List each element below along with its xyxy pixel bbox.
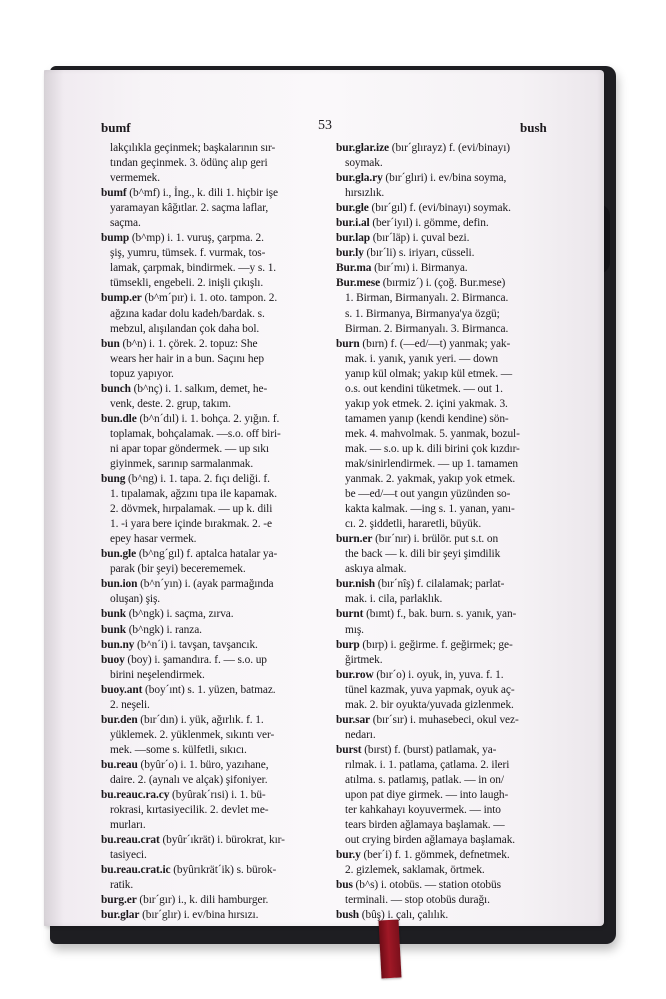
dictionary-line: Birman. 2. Birmanyalı. 3. Birmanca. (345, 322, 509, 335)
headword: burg.er (101, 894, 137, 907)
headword: bu.reau.crat (101, 834, 160, 847)
dictionary-line: bumf (b^mf) i., İng., k. dili 1. hiçbir işe (101, 187, 278, 200)
dictionary-line: cı. 2. şiddetli, hararetli, büyük. (345, 518, 482, 531)
dictionary-line: lakçılıkla geçinmek; başkalarının sır- (110, 142, 276, 154)
dictionary-line: rokrasi, kırtasiyecilik. 2. devlet me- (110, 804, 269, 817)
dictionary-line: oluşan) şiş. (110, 593, 161, 606)
dictionary-line: tears birden ağlamaya başlamak. — (345, 819, 505, 832)
dictionary-line: bur.glar (bır´glır) i. ev/bina hırsızı. (101, 909, 259, 922)
dictionary-line: rılmak. i. 1. patlama, çatlama. 2. ileri (345, 758, 510, 771)
headword: bump.er (101, 292, 142, 305)
headword: bur.gla.ry (336, 172, 383, 185)
dictionary-line: buoy.ant (boy´ınt) s. 1. yüzen, batmaz. (101, 683, 276, 696)
right-column (336, 141, 554, 923)
headword: bun (101, 337, 120, 350)
dictionary-line: 2. neşeli. (110, 698, 150, 711)
headword: burnt (336, 608, 364, 621)
dictionary-line: bump (b^mp) i. 1. vuruş, çarpma. 2. (101, 232, 264, 245)
dictionary-line: Bur.mese (bırmiz´) i. (çoğ. Bur.mese) (336, 277, 506, 290)
page-number: 53 (318, 118, 332, 133)
dictionary-line: out crying birden ağlamaya başlamak. (345, 834, 516, 847)
dictionary-line: bun (b^n) i. 1. çörek. 2. topuz: She (101, 337, 258, 350)
dictionary-line: burn (bırn) f. (—ed/—t) yanmak; yak- (336, 337, 511, 350)
headword: bunch (101, 382, 131, 395)
headword: bun.ny (101, 638, 135, 651)
dictionary-line: yanmak. 2. yakmak, yakıp yok etmek. (345, 473, 516, 486)
dictionary-line: buoy (boy) i. şamandıra. f. — s.o. up (101, 653, 267, 666)
dictionary-line: bu.reau.crat (byûr´ıkrät) i. bürokrat, kır- (101, 834, 285, 847)
dictionary-line: mak. i. cila, parlaklık. (345, 593, 443, 606)
headword: bun.dle (101, 412, 137, 425)
dictionary-line: be —ed/—t out yangın yüzünden so- (345, 488, 511, 501)
headword: bur.nish (336, 578, 375, 591)
dictionary-line: birini neşelendirmek. (110, 668, 205, 681)
headword: bun.gle (101, 548, 137, 561)
dictionary-line: bunch (b^nç) i. 1. salkım, demet, he- (101, 382, 268, 395)
headword: Bur.ma (336, 262, 372, 275)
headword: bur.sar (336, 713, 371, 726)
headword: bu.reau (101, 758, 138, 771)
headword: bur.den (101, 713, 138, 726)
dictionary-line: tından geçinmek. 3. ödünç alıp geri (110, 157, 268, 170)
dictionary-line: soymak. (345, 157, 383, 170)
dictionary-line: 2. gizlemek, saklamak, örtmek. (345, 864, 485, 877)
dictionary-line: mak. 2. bir oyukta/yuvada gizlenmek. (345, 698, 514, 711)
dictionary-line: mak. i. yanık, yanık yeri. — down (345, 352, 498, 365)
dictionary-line: o.s. out kendini tüketmek. — out 1. (345, 382, 503, 395)
dictionary-line: bunk (b^ngk) i. ranza. (101, 623, 202, 636)
headword: bu.reauc.ra.cy (101, 789, 170, 802)
dictionary-line: yakıp yok etmek. 2. içini yakmak. 3. (345, 397, 508, 410)
dictionary-line: bu.reau (byûr´o) i. 1. büro, yazıhane, (101, 758, 269, 771)
dictionary-line: mak. — s.o. up k. dili birini çok kızdır- (345, 442, 520, 455)
dictionary-line: 1. tıpalamak, ağzını tıpa ile kapamak. (110, 488, 277, 501)
headword: bur.gle (336, 202, 369, 215)
dictionary-line: tümsekli, engebeli. 2. inişli çıkışlı. (110, 277, 264, 290)
dictionary-line: the back — k. dili bir şeyi şimdilik (345, 548, 501, 561)
dictionary-line: mek. 4. mahvolmak. 5. yanmak, bozul- (345, 427, 520, 440)
dictionary-line: bur.y (ber´i) f. 1. gömmek, defnetmek. (336, 849, 510, 862)
dictionary-line: terminali. — stop otobüs durağı. (345, 894, 490, 907)
dictionary-line: toplamak, bohçalamak. —s.o. off biri- (110, 427, 281, 440)
dictionary-line: wears her hair in a bun. Saçını hep (110, 352, 265, 365)
headword: bur.row (336, 668, 374, 681)
headword: burn (336, 337, 360, 350)
dictionary-line: yüklemek. 2. yüklenmek, sıkıntı ver- (110, 728, 275, 741)
headword: bur.i.al (336, 217, 370, 230)
dictionary-line: bur.lap (bır´läp) i. çuval bezi. (336, 232, 470, 245)
dictionary-line: Bur.ma (bır´mı) i. Birmanya. (336, 262, 468, 275)
dictionary-line: yaramayan kâğıtlar. 2. saçma laflar, (110, 202, 269, 215)
headword: burst (336, 743, 362, 756)
dictionary-line: şiş, yumru, tümsek. f. vurmak, tos- (110, 247, 266, 260)
dictionary-line: lamak, çarpmak, bindirmek. —y s. 1. (110, 262, 277, 275)
dictionary-line: 1. -i yara bere içinde bırakmak. 2. -e (110, 518, 272, 531)
left-column (101, 141, 317, 923)
dictionary-line: 1. Birman, Birmanyalı. 2. Birmanca. (345, 292, 509, 305)
dictionary-line: tasiyeci. (110, 849, 147, 862)
dictionary-line: daire. 2. (aynalı ve alçak) şifoniyer. (110, 773, 268, 786)
bookmark-ribbon (378, 920, 401, 979)
dictionary-line: bus (b^s) i. otobüs. — station otobüs (336, 879, 501, 892)
dictionary-line: bun.gle (b^ng´gıl) f. aptalca hatalar ya- (101, 548, 278, 561)
headword: buoy.ant (101, 683, 143, 696)
dictionary-line: bu.reau.crat.ic (byûrıkrät´ik) s. bürok- (101, 864, 277, 877)
dictionary-line: bu.reauc.ra.cy (byûrak´rısi) i. 1. bü- (101, 789, 266, 802)
dictionary-line: parak (bir şeyi) becerememek. (110, 563, 246, 576)
headword: bush (336, 909, 360, 922)
dictionary-line: bur.row (bır´o) i. oyuk, in, yuva. f. 1. (336, 668, 504, 681)
headword: burn.er (336, 533, 373, 546)
dictionary-line: atılma. s. patlamış, patlak. — in on/ (345, 773, 504, 786)
headword: Bur.mese (336, 277, 381, 290)
dictionary-line: bur.i.al (ber´iyıl) i. gömme, defin. (336, 217, 489, 230)
headword: bur.glar.ize (336, 142, 390, 154)
dictionary-line: venk, deste. 2. grup, takım. (110, 397, 231, 410)
header-right-guideword: bush (520, 120, 547, 135)
headword: bunk (101, 623, 126, 636)
dictionary-line: murları. (110, 819, 146, 832)
dictionary-line: yanıp kül olmak; yakıp kül etmek. — (345, 367, 513, 380)
headword: bur.y (336, 849, 361, 862)
dictionary-line: epey hasar vermek. (110, 533, 197, 546)
dictionary-line: ağzına kadar dolu kadeh/bardak. s. (110, 307, 265, 320)
dictionary-line: bur.gle (bır´gıl) f. (evi/binayı) soymak. (336, 202, 511, 215)
dictionary-line: bun.ny (b^n´i) i. tavşan, tavşancık. (101, 638, 258, 651)
dictionary-line: burnt (bımt) f., bak. burn. s. yanık, yan- (336, 608, 517, 621)
headword: bur.glar (101, 909, 140, 922)
dictionary-line: bun.dle (b^n´dıl) i. 1. bohça. 2. yığın. f. (101, 412, 280, 425)
dictionary-line: askıya almak. (345, 563, 407, 576)
dictionary-line: ter kahkahayı koyuvermek. — into (345, 804, 501, 817)
dictionary-line: tünel kazmak, yuva yapmak, oyuk aç- (345, 683, 515, 696)
dictionary-line: hırsızlık. (345, 187, 385, 200)
dictionary-line: bush (bûş) i. çalı, çalılık. (336, 909, 449, 922)
dictionary-line: vermemek. (110, 172, 161, 185)
dictionary-line: burg.er (bır´gır) i., k. dili hamburger. (101, 894, 269, 907)
dictionary-line: nedarı. (345, 728, 376, 741)
headword: burp (336, 638, 360, 651)
dictionary-line: ni apar topar göndermek. — up sıkı (110, 442, 269, 455)
dictionary-line: ğirtmek. (345, 653, 383, 666)
headword: bump (101, 232, 130, 245)
dictionary-line: burn.er (bır´nır) i. brülör. put s.t. on (336, 533, 499, 546)
dictionary-line: mış. (345, 623, 364, 636)
dictionary-line: bur.sar (bır´sır) i. muhasebeci, okul vez- (336, 713, 519, 726)
headword: bunk (101, 608, 126, 621)
spine-shadow (44, 70, 64, 926)
dictionary-line: s. 1. Birmanya, Birmanya'ya özgü; (345, 307, 500, 320)
dictionary-line: kakta kalmak. —ing s. 1. yanan, yanı- (345, 503, 515, 516)
dictionary-line: bur.gla.ry (bır´glıri) i. ev/bina soyma, (336, 172, 507, 185)
dictionary-line: tamamen yanıp (kendi kendine) sön- (345, 412, 509, 425)
headword: bun.ion (101, 578, 138, 591)
dictionary-line: giyinmek, sarınıp sarmalanmak. (110, 457, 254, 470)
dictionary-line: bur.den (bır´dın) i. yük, ağırlık. f. 1. (101, 713, 264, 726)
headword: bur.ly (336, 247, 364, 260)
dictionary-line: bur.ly (bır´li) s. iriyarı, cüsseli. (336, 247, 475, 260)
dictionary-line: upon pat diye girmek. — into laugh- (345, 789, 509, 802)
headword: bu.reau.crat.ic (101, 864, 171, 877)
dictionary-line: burst (bırst) f. (burst) patlamak, ya- (336, 743, 497, 756)
dictionary-line: burp (bırp) i. geğirme. f. geğirmek; ge- (336, 638, 513, 651)
dictionary-line: mebzul, alışılandan çok daha bol. (110, 322, 260, 335)
dictionary-line: bur.glar.ize (bır´glırayz) f. (evi/binayı) (336, 142, 510, 154)
dictionary-line: 2. dövmek, hırpalamak. — up k. dili (110, 503, 273, 516)
dictionary-line: saçma. (110, 217, 141, 230)
dictionary-line: topuz yapıyor. (110, 367, 174, 380)
headword: bus (336, 879, 353, 892)
dictionary-line: bun.ion (b^n´yın) i. (ayak parmağında (101, 578, 274, 591)
headword: bung (101, 473, 126, 486)
headword: bumf (101, 187, 127, 200)
dictionary-line: bump.er (b^m´pır) i. 1. oto. tampon. 2. (101, 292, 278, 305)
dictionary-line: mek. —some s. külfetli, sıkıcı. (110, 743, 247, 756)
dictionary-line: bung (b^ng) i. 1. tapa. 2. fıçı deliği. f. (101, 473, 270, 486)
headword: bur.lap (336, 232, 371, 245)
dictionary-line: mak/sinirlendirmek. — up 1. tamamen (345, 457, 519, 470)
dictionary-line: bunk (b^ngk) i. saçma, zırva. (101, 608, 234, 621)
dictionary-line: bur.nish (bır´nîş) f. cilalamak; parlat- (336, 578, 505, 591)
headword: buoy (101, 653, 125, 666)
dictionary-line: ratik. (110, 879, 134, 892)
header-left-guideword: bumf (101, 120, 131, 135)
